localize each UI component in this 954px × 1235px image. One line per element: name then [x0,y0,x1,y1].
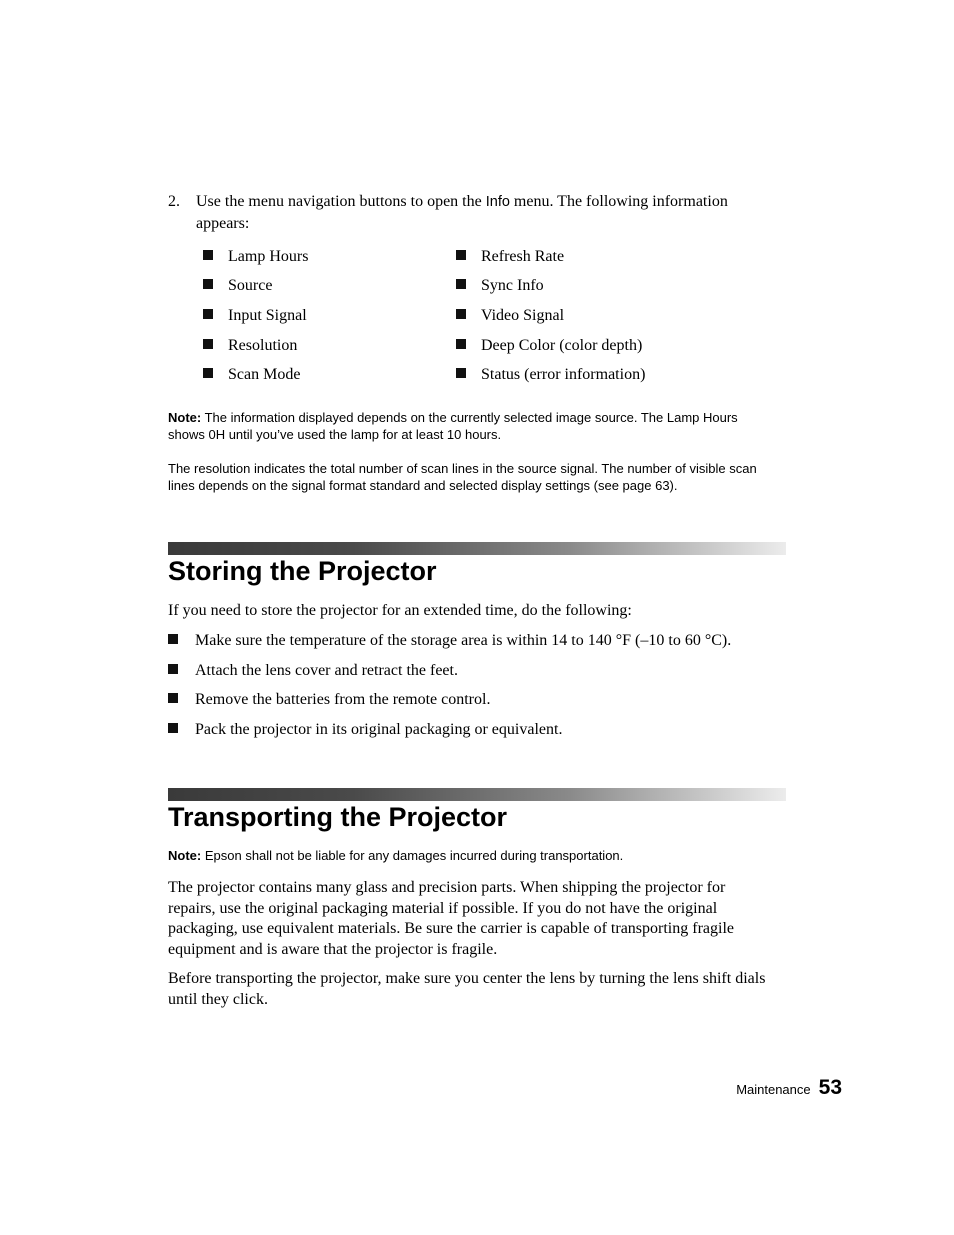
step-text [196,191,768,234]
list-item [168,661,458,681]
note-resolution [168,460,778,494]
note-liability [168,847,778,864]
list-item-label: Video Signal [481,307,565,324]
info-menu-name: Info [485,194,510,210]
square-bullet-icon [168,664,178,674]
list-item [456,336,642,356]
square-bullet-icon [203,339,213,349]
list-item [203,306,307,326]
square-bullet-icon [456,309,466,319]
list-item [456,276,544,296]
list-item [168,720,562,740]
note-label: Note: [168,848,202,863]
square-bullet-icon [203,250,213,260]
storing-intro: If you need to store the projector for an extended time, do the following: [168,602,632,619]
square-bullet-icon [168,634,178,644]
square-bullet-icon [203,368,213,378]
list-item [203,276,272,296]
list-item [203,336,297,356]
list-item-label: Sync Info [481,277,544,294]
list-item [203,247,308,267]
section-divider-bar [168,542,786,555]
list-item-label: Status (error information) [481,366,646,383]
step-text-after: menu. The following information appears: [196,193,728,232]
note-label: Note: [168,410,202,425]
list-item-label: Remove the batteries from the remote control. [195,691,491,708]
list-item-label: Lamp Hours [228,248,309,265]
list-item-label: Input Signal [228,307,307,324]
list-item [168,631,731,651]
square-bullet-icon [456,339,466,349]
list-item-label: Resolution [228,337,298,354]
note-text: The resolution indicates the total number of scan lines in the source signal. The number of visible scan lines depends on the signal format standard and selected display settings (see page 63). [168,461,757,493]
footer-section-label: Maintenance [736,1082,811,1097]
list-item [168,690,490,710]
list-item [456,306,564,326]
list-item-label: Source [228,277,273,294]
square-bullet-icon [203,309,213,319]
step-2 [168,191,768,234]
note-text: Epson shall not be liable for any damages incurred during transportation. [204,848,624,863]
list-item-label: Refresh Rate [481,248,565,265]
list-item [456,247,564,267]
list-item [203,365,300,385]
list-item-label: Make sure the temperature of the storage area is within 14 to 140 °F (–10 to 60 °C). [195,632,732,649]
square-bullet-icon [456,279,466,289]
note-lamp-hours [168,409,778,443]
list-item [456,365,645,385]
step-number: 2. [168,193,180,210]
list-item-label: Attach the lens cover and retract the feet. [195,662,458,679]
page-footer [736,1076,842,1100]
list-item-label: Deep Color (color depth) [481,337,643,354]
section-divider-bar [168,788,786,801]
square-bullet-icon [203,279,213,289]
list-item-label: Pack the projector in its original packaging or equivalent. [195,721,563,738]
section-heading-storing: Storing the Projector [168,556,437,586]
square-bullet-icon [168,693,178,703]
transport-paragraph-1: The projector contains many glass and precision parts. When shipping the projector for repairs, use the original packaging material if possible. If you do not have the original packaging, use equivalent materials. Be sure the carrier is capable of transporting fragile equipment and is aware that the projector is fragile. [168,879,734,958]
transport-paragraph-2: Before transporting the projector, make sure you center the lens by turning the lens shift dials until they click. [168,970,766,1008]
square-bullet-icon [456,368,466,378]
section-heading-transporting: Transporting the Projector [168,802,508,832]
square-bullet-icon [456,250,466,260]
page-number: 53 [818,1076,842,1099]
list-item-label: Scan Mode [228,366,301,383]
step-text-before: Use the menu navigation buttons to open the [196,193,482,210]
note-text: The information displayed depends on the currently selected image source. The Lamp Hours shows 0H until you’ve used the lamp for at least 10 hours. [168,410,738,442]
square-bullet-icon [168,723,178,733]
